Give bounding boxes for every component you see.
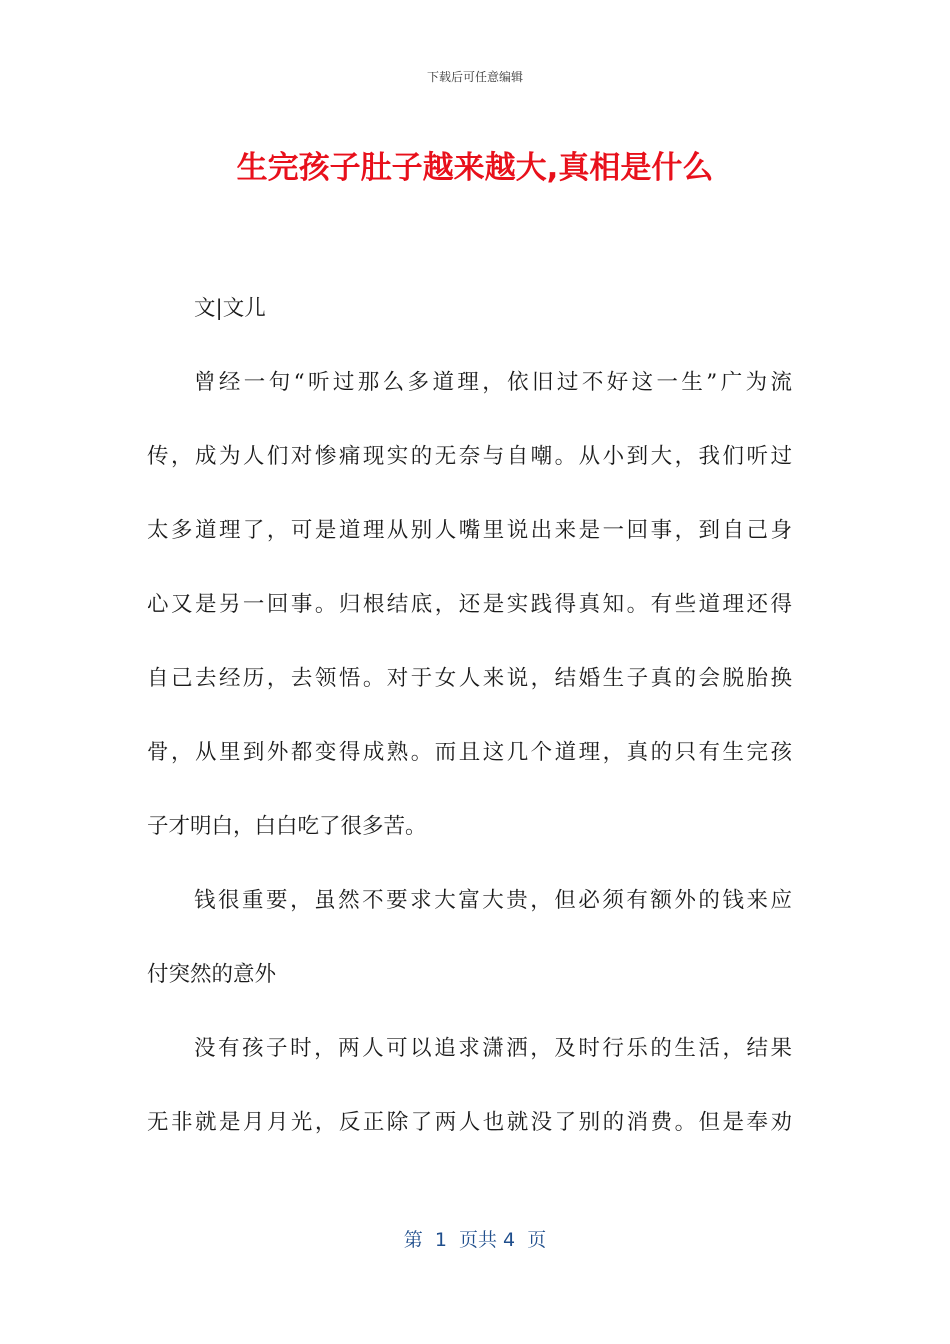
paragraph-3 — [147, 1012, 792, 1160]
paragraph-2 — [147, 864, 792, 1012]
paragraph-line: 付突然的意外 — [147, 962, 277, 987]
page-number-footer: 第 1 页共 4 页 — [403, 1229, 547, 1251]
paragraph-line: 太多道理了，可是道理从别人嘴里说出来是一回事，到自己身 — [147, 518, 792, 543]
article-body — [147, 272, 792, 1160]
document-title: 生完孩子肚子越来越大,真相是什么 — [236, 150, 714, 186]
author-line: 文|文儿 — [194, 296, 266, 321]
header-note: 下载后可任意编辑 — [426, 70, 523, 84]
paragraph-line: 无非就是月月光，反正除了两人也就没了别的消费。但是奉劝 — [147, 1110, 792, 1135]
paragraph-line: 传，成为人们对惨痛现实的无奈与自嘲。从小到大，我们听过 — [147, 444, 792, 469]
paragraph-line: 子才明白，白白吃了很多苦。 — [147, 814, 427, 839]
paragraph-line: 曾经一句“听过那么多道理，依旧过不好这一生”广为流 — [194, 370, 792, 395]
paragraph-line: 自己去经历，去领悟。对于女人来说，结婚生子真的会脱胎换 — [147, 666, 792, 691]
paragraph-line: 骨，从里到外都变得成熟。而且这几个道理，真的只有生完孩 — [147, 740, 792, 765]
paragraph-line: 心又是另一回事。归根结底，还是实践得真知。有些道理还得 — [147, 592, 792, 617]
paragraph-1 — [147, 346, 792, 864]
paragraph-line: 钱很重要，虽然不要求大富大贵，但必须有额外的钱来应 — [194, 888, 792, 913]
paragraph-line: 没有孩子时，两人可以追求潇洒，及时行乐的生活，结果 — [194, 1036, 792, 1061]
